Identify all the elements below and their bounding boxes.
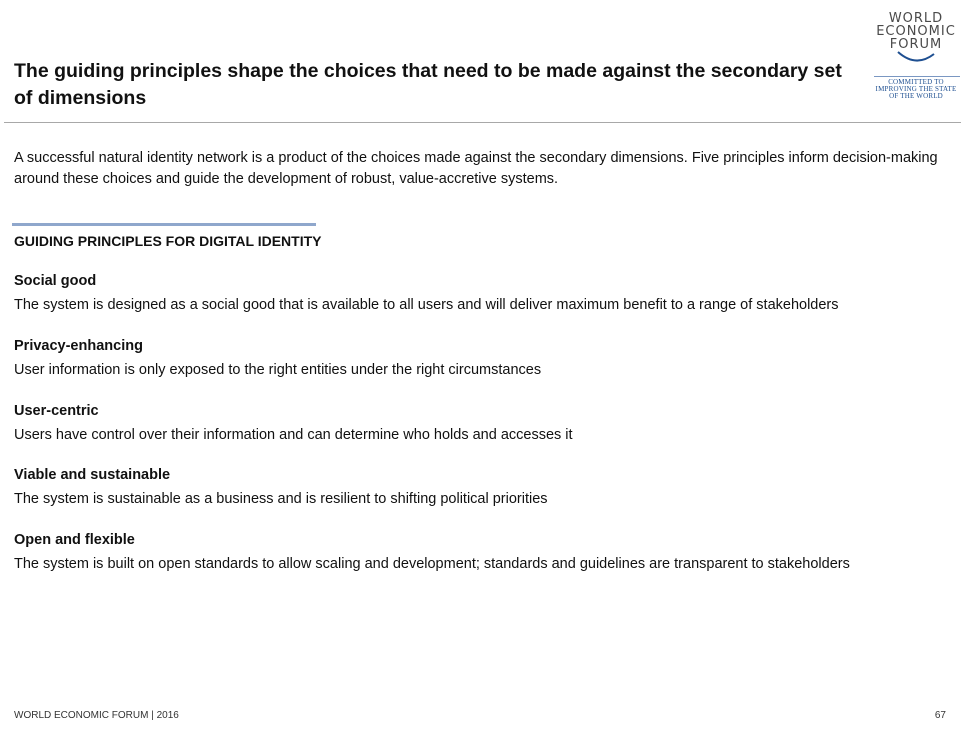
principle-desc-privacy-enhancing: User information is only exposed to the right entities under the right circumstances (14, 362, 542, 378)
principle-desc-open-flexible: The system is built on open standards to allow scaling and development; standards and guidelines are transparent to stakeholders (14, 556, 850, 572)
logo-arc-icon (896, 50, 936, 66)
logo-divider (874, 76, 960, 77)
intro-paragraph: A successful natural identity network is a product of the choices made against the secondary dimensions. Five principles inform decision-making around these choices and guide the development of robust, value-accretive systems. (14, 150, 938, 187)
principle-desc-viable-sustainable: The system is sustainable as a business and is resilient to shifting political priorities (14, 491, 548, 507)
header-divider (4, 122, 961, 123)
principle-title-social-good: Social good (14, 273, 97, 289)
logo-word-forum: FORUM (889, 37, 943, 52)
page-number: 67 (934, 710, 946, 721)
section-heading: GUIDING PRINCIPLES FOR DIGITAL IDENTITY (14, 233, 322, 249)
page-title: The guiding principles shape the choices that need to be made against the secondary set of dimensions (14, 60, 842, 109)
principle-title-viable-sustainable: Viable and sustainable (14, 467, 171, 483)
principle-desc-user-centric: Users have control over their information and can determine who holds and accesses it (14, 427, 573, 443)
principle-title-open-flexible: Open and flexible (14, 532, 135, 548)
logo-tagline-1: COMMITTED TO (888, 78, 944, 86)
logo-tagline-2: IMPROVING THE STATE (875, 85, 957, 93)
logo-word-world: WORLD (888, 11, 944, 26)
logo-tagline-3: OF THE WORLD (889, 92, 943, 100)
logo-word-economic: ECONOMIC (876, 24, 956, 39)
wef-logo (868, 10, 964, 102)
principle-desc-social-good: The system is designed as a social good that is available to all users and will deliver maximum benefit to a range of stakeholders (14, 297, 839, 313)
section-accent-bar (12, 223, 316, 226)
principle-title-user-centric: User-centric (14, 403, 99, 419)
principle-title-privacy-enhancing: Privacy-enhancing (14, 338, 143, 354)
footer-source: WORLD ECONOMIC FORUM | 2016 (14, 710, 179, 721)
